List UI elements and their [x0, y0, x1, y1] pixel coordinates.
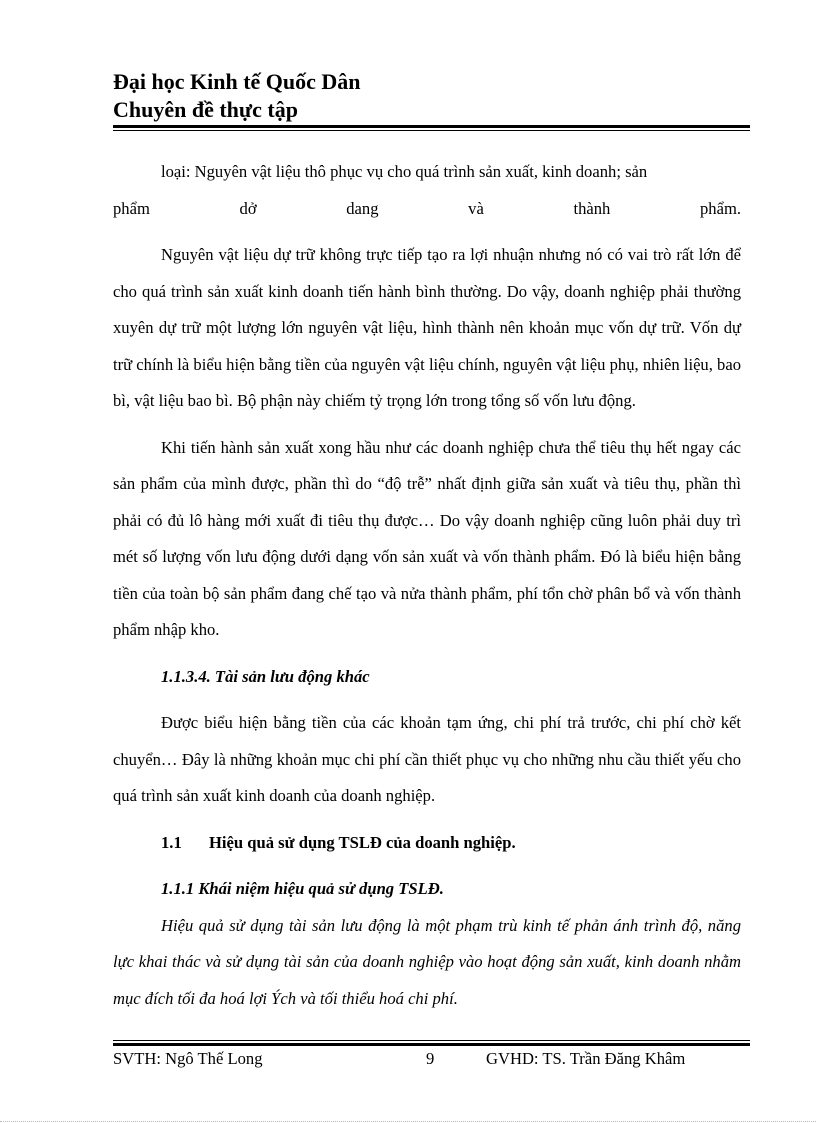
header-document-type: Chuyên đề thực tập	[113, 97, 298, 122]
page-header	[113, 68, 750, 124]
footer-student: SVTH: Ngô Thế Long	[113, 1049, 263, 1068]
section-heading-1-1-1: 1.1.1 Khái niệm hiệu quả sử dụng TSLĐ.	[161, 879, 444, 898]
header-rule-thin	[113, 130, 750, 131]
paragraph-2: Nguyên vật liệu dự trữ không trực tiếp tạo ra lợi nhuận nhưng nó có vai trò rất lớn để cho quá trình sản xuất kinh doanh tiến hành bình thường. Do vậy, doanh nghiệp phải thường xuyên dự trữ một lượng lớn nguyên vật liệu, hình thành nên khoản mục vốn dự trữ. Vốn dự trữ chính là biểu hiện bằng tiền của nguyên vật liệu chính, nguyên vật liệu phụ, nhiên liệu, bao bì, vật liệu bao bì. Bộ phận này chiếm tỷ trọng lớn trong tổng số vốn lưu động.	[113, 245, 741, 410]
paragraph-1-line-1: loại: Nguyên vật liệu thô phục vụ cho quá trình sản xuất, kinh doanh; sản	[161, 162, 648, 181]
section-number: 1.1	[161, 832, 182, 852]
footer-rule-thick	[113, 1043, 750, 1046]
paragraph-1-line-2: phẩm dở dang và thành phẩm.	[113, 198, 741, 218]
page-bottom-border	[0, 1121, 816, 1122]
page-body	[113, 154, 741, 1017]
paragraph-3: Khi tiến hành sản xuất xong hầu như các doanh nghiệp chưa thể tiêu thụ hết ngay các sản phẩm của mình được, phần thì do “độ trễ” nhất định giữa sản xuất và tiêu thụ, phần thì phải có đủ lô hàng mới xuất đi tiêu thụ được… Do vậy doanh nghiệp cũng luôn phải duy trì mét số lượng vốn lưu động dưới dạng vốn sản xuất và vốn thành phẩm. Đó là biểu hiện bằng tiền của toàn bộ sản phẩm đang chế tạo và nửa thành phẩm, phí tổn chờ phân bổ và vốn thành phẩm nhập kho.	[113, 437, 741, 639]
page-footer	[113, 1049, 750, 1073]
page-number: 9	[426, 1049, 435, 1068]
section-heading-1-1-3-4: 1.1.3.4. Tài sản lưu động khác	[161, 666, 370, 686]
section-heading-1-1	[113, 825, 741, 862]
section-title: Hiệu quả sử dụng TSLĐ của doanh nghiệp.	[209, 832, 516, 852]
header-rule-thick	[113, 125, 750, 128]
paragraph-5: Hiệu quả sử dụng tài sản lưu động là một phạm trù kinh tế phản ánh trình độ, năng lực khai thác và sử dụng tài sản của doanh nghiệp vào hoạt động sản xuất, kinh doanh nhằm mục đích tối đa hoá lợi Ých và tối thiểu hoá chi phí.	[113, 915, 741, 1008]
header-university: Đại học Kinh tế Quốc Dân	[113, 69, 361, 94]
paragraph-4: Được biểu hiện bằng tiền của các khoản tạm ứng, chi phí trả trước, chi phí chờ kết chuyển… Đây là những khoản mục chi phí cần thiết phục vụ cho những nhu cầu thiết yếu cho quá trình sản xuất kinh doanh của doanh nghiệp.	[113, 713, 741, 805]
footer-rule-thin	[113, 1040, 750, 1041]
footer-advisor: GVHD: TS. Trần Đăng Khâm	[486, 1049, 686, 1068]
